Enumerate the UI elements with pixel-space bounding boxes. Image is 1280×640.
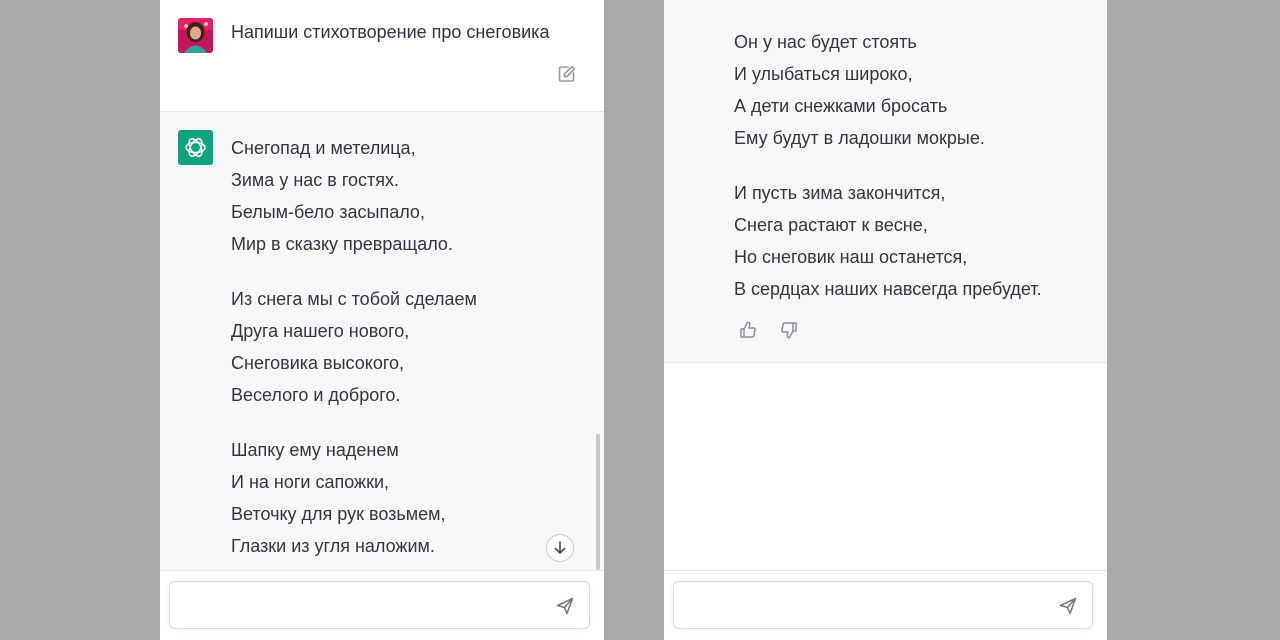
stanza — [231, 132, 477, 260]
poem-line: Белым-бело засыпало, — [231, 202, 425, 222]
user-message — [160, 0, 604, 112]
poem-line: Ему будут в ладошки мокрые. — [734, 128, 985, 148]
thumbs-up-icon[interactable] — [738, 320, 758, 340]
poem-line: Друга нашего нового, — [231, 321, 410, 341]
right-chat-screen — [664, 0, 1107, 640]
poem-line: Мир в сказку превращало. — [231, 234, 453, 254]
poem-line: Глазки из угля наложим. — [231, 536, 435, 556]
composer — [664, 570, 1107, 640]
arrow-down-icon[interactable] — [546, 534, 574, 562]
send-icon[interactable] — [1058, 596, 1078, 616]
assistant-message — [160, 112, 604, 570]
poem-line: Снеговика высокого, — [231, 353, 405, 373]
poem-line: Но снеговик наш останется, — [734, 247, 968, 267]
stanza — [231, 283, 477, 411]
thumbs-down-icon[interactable] — [779, 320, 799, 340]
user-avatar — [178, 18, 213, 53]
poem-line: Зима у нас в гостях. — [231, 170, 400, 190]
user-message-text: Напиши стихотворение про снеговика — [231, 22, 550, 42]
poem-line: Веточку для рук возьмем, — [231, 504, 446, 524]
assistant-message — [664, 0, 1107, 363]
poem-line: В сердцах наших навсегда пребудет. — [734, 279, 1042, 299]
edit-icon[interactable] — [557, 64, 577, 84]
stanza — [734, 26, 1042, 154]
poem-line: И пусть зима закончится, — [734, 183, 946, 203]
poem-line: Он у нас будет стоять — [734, 32, 917, 52]
poem-line: А дети снежками бросать — [734, 96, 948, 116]
message-input[interactable] — [169, 581, 590, 629]
poem-line: Снега растают к весне, — [734, 215, 928, 235]
poem-text — [734, 26, 1042, 328]
scrollbar[interactable] — [596, 434, 600, 570]
message-input[interactable] — [673, 581, 1093, 629]
poem-text — [231, 132, 477, 585]
composer — [160, 570, 604, 640]
stanza — [231, 434, 477, 562]
openai-logo-icon — [178, 130, 213, 165]
poem-line: Из снега мы с тобой сделаем — [231, 289, 477, 309]
poem-line: Снегопад и метелица, — [231, 138, 416, 158]
poem-line: И улыбаться широко, — [734, 64, 913, 84]
poem-line: И на ноги сапожки, — [231, 472, 390, 492]
stanza — [734, 177, 1042, 305]
poem-line: Шапку ему наденем — [231, 440, 399, 460]
poem-line: Веселого и доброго. — [231, 385, 401, 405]
send-icon[interactable] — [555, 596, 575, 616]
left-chat-screen — [160, 0, 604, 640]
